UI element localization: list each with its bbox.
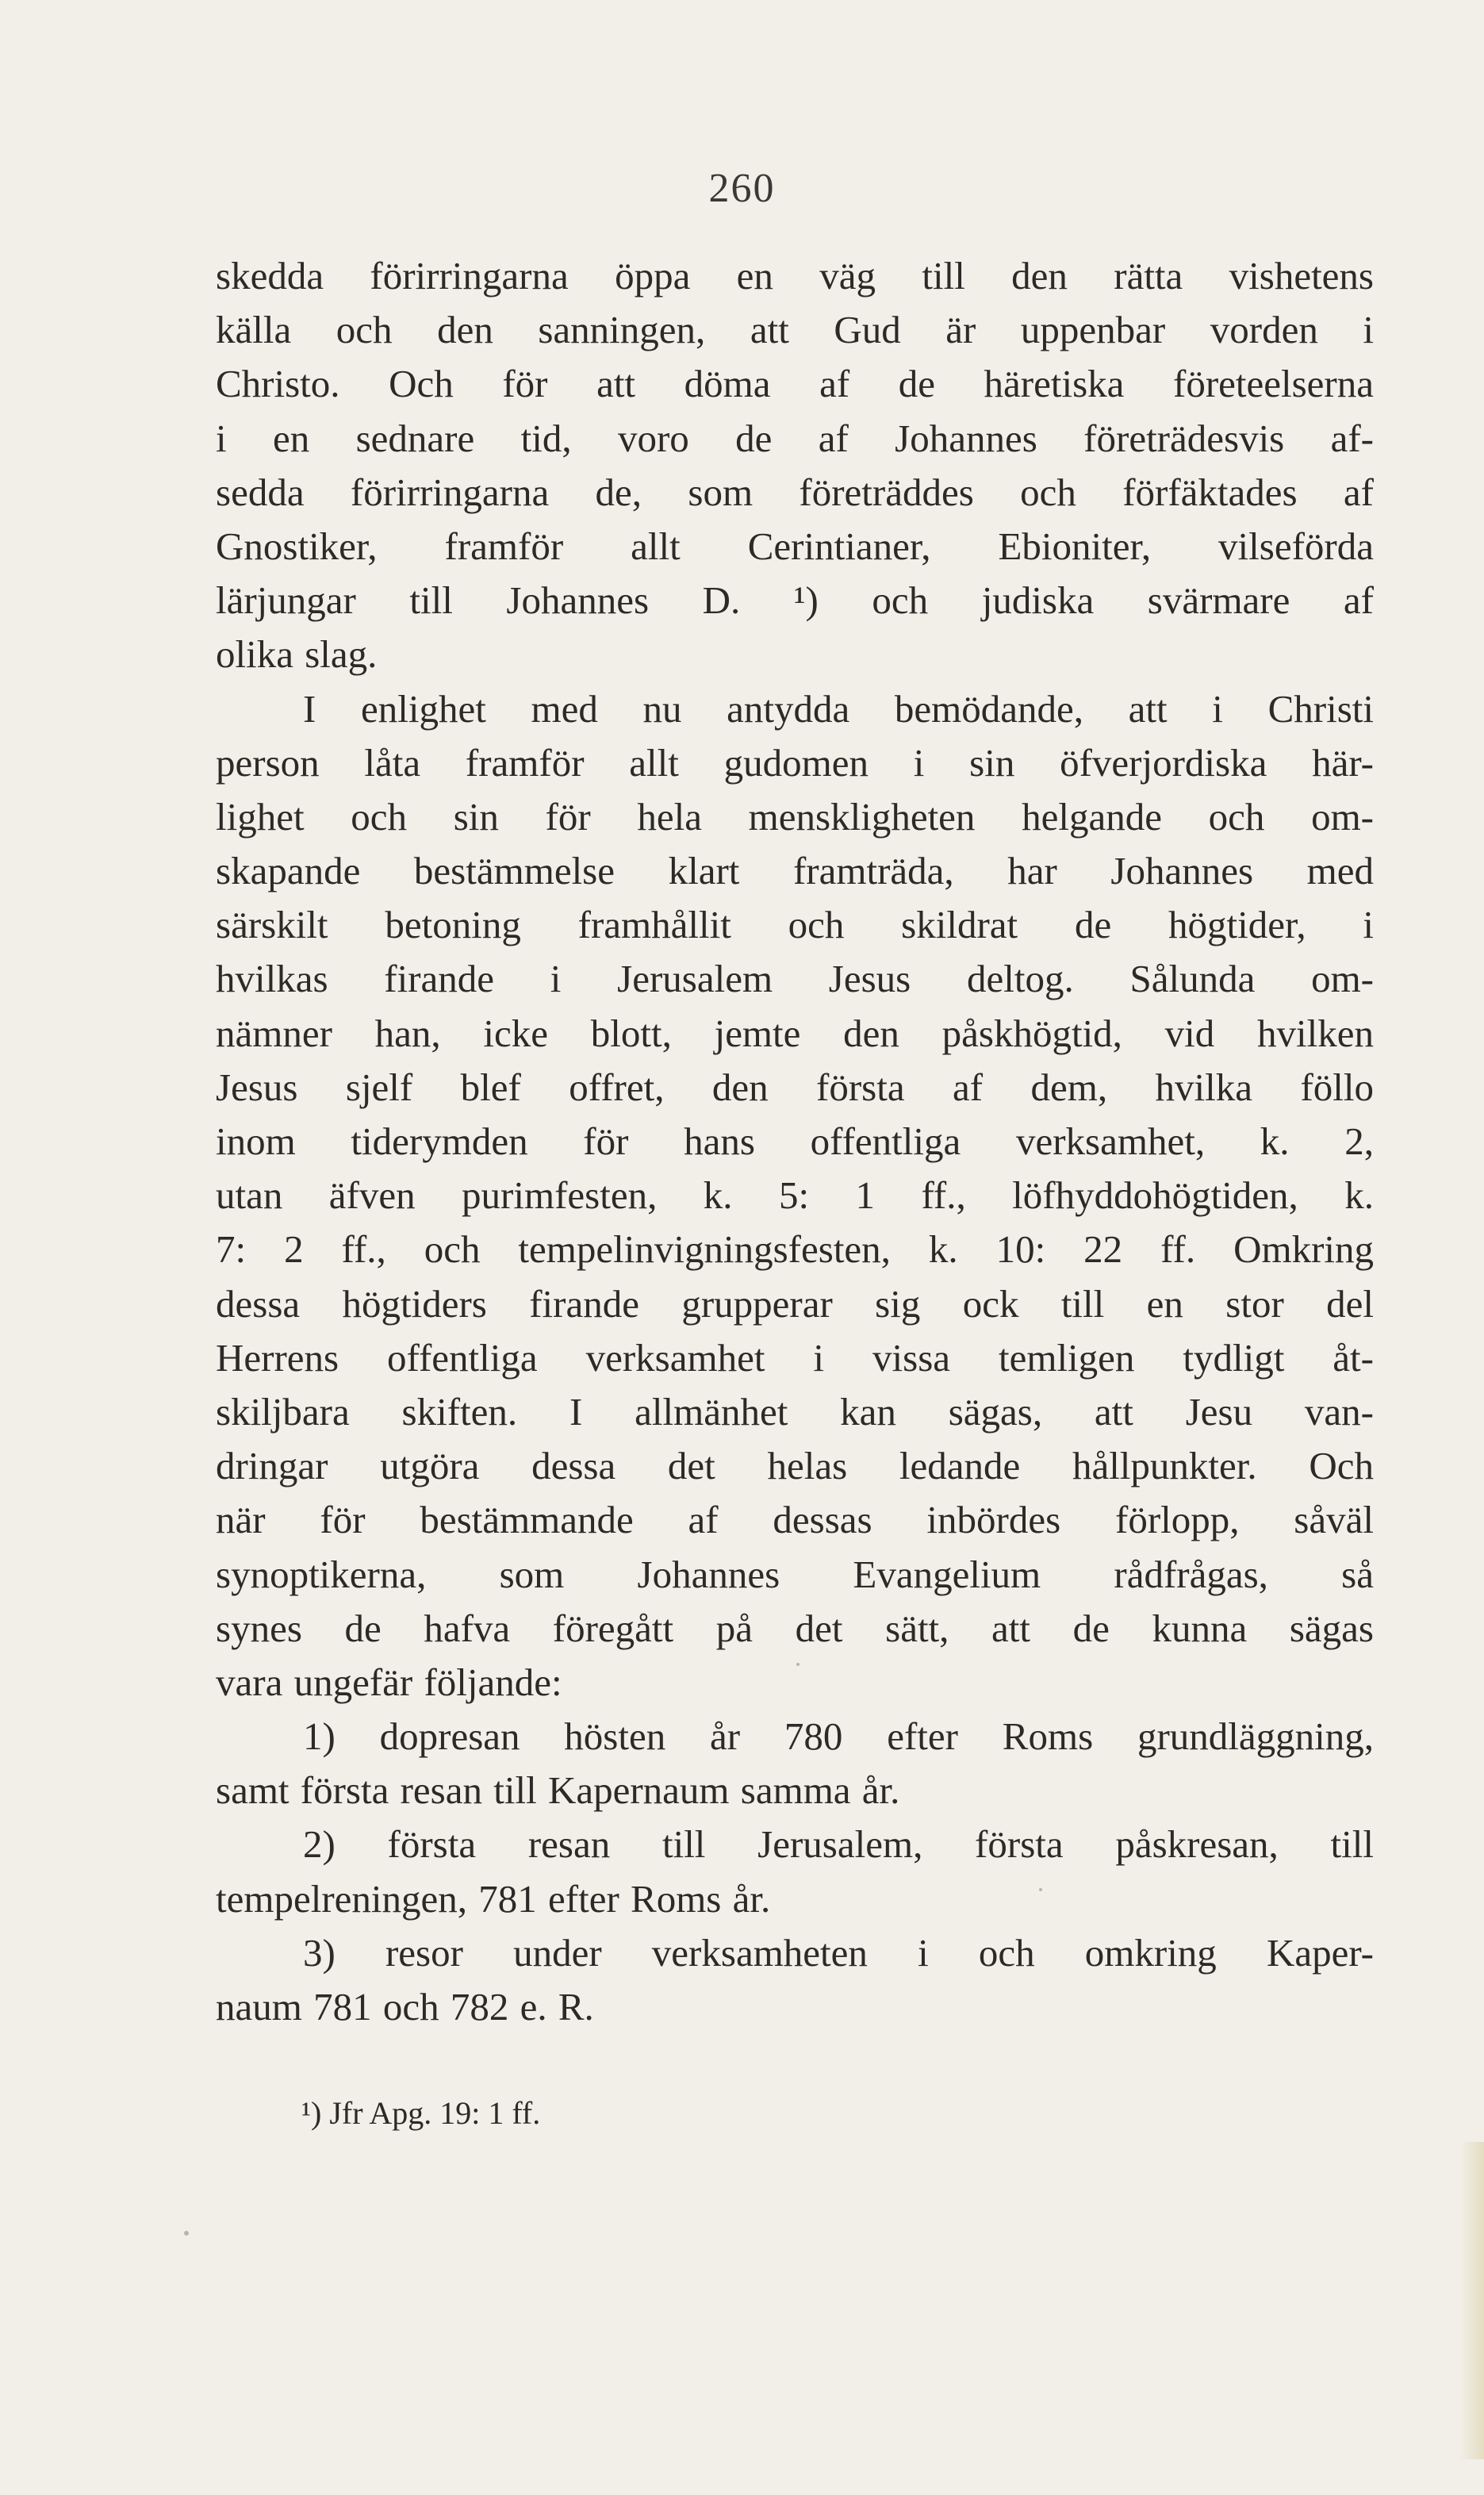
footnote: ¹) Jfr Apg. 19: 1 ff. <box>301 2095 541 2131</box>
text-line: Christo. Och för att döma af de häretiska företeelserna <box>216 362 1374 406</box>
text-line: hvilkas firande i Jerusalem Jesus deltog. Sålunda om- <box>216 957 1374 1001</box>
text-line: olika slag. <box>216 632 378 677</box>
text-line: nämner han, icke blott, jemte den påskhögtid, vid hvilken <box>216 1011 1374 1055</box>
text-line: synes de hafva föregått på det sätt, att de kunna sägas <box>216 1606 1374 1650</box>
text-line: skiljbara skiften. I allmänhet kan sägas, att Jesu van- <box>216 1389 1374 1434</box>
text-line: synoptikerna, som Johannes Evangelium rådfrågas, så <box>216 1552 1374 1596</box>
text-line: när för bestämmande af dessas inbördes förlopp, såväl <box>216 1498 1374 1542</box>
text-line: samt första resan till Kapernaum samma år. <box>216 1768 900 1813</box>
text-line: I enlighet med nu antydda bemödande, att i Christi <box>303 686 1374 731</box>
text-line: utan äfven purimfesten, k. 5: 1 ff., löfhyddohögtiden, k. <box>216 1173 1374 1218</box>
text-line: Herrens offentliga verksamhet i vissa temligen tydligt åt- <box>216 1335 1374 1380</box>
text-line: särskilt betoning framhållit och skildrat de högtider, i <box>216 903 1374 947</box>
text-line: sedda förirringarna de, som företräddes och förfäktades af <box>216 470 1374 514</box>
text-line: skedda förirringarna öppa en väg till den rätta vishetens <box>216 254 1374 297</box>
body-text <box>216 249 1374 2034</box>
page-edge-stain <box>1460 2142 1484 2459</box>
text-line: skapande bestämmelse klart framträda, har Johannes med <box>216 849 1374 893</box>
page-number: 260 <box>708 166 776 211</box>
text-line: Gnostiker, framför allt Cerintianer, Ebioniter, vilseförda <box>216 524 1374 568</box>
text-line: naum 781 och 782 e. R. <box>216 1985 594 2029</box>
text-line: dessa högtiders firande grupperar sig ock till en stor del <box>216 1281 1374 1326</box>
paper-speck <box>184 2231 189 2236</box>
text-line: inom tiderymden för hans offentliga verksamhet, k. 2, <box>216 1119 1374 1163</box>
text-line: 7: 2 ff., och tempelinvigningsfesten, k. 10: 22 ff. Omkring <box>216 1227 1374 1272</box>
list-item: 3) resor under verksamheten i och omkring Kaper- <box>303 1930 1374 1975</box>
list-item: 2) första resan till Jerusalem, första påskresan, till <box>303 1822 1374 1867</box>
text-line: lighet och sin för hela menskligheten helgande och om- <box>216 794 1374 839</box>
text-line: källa och den sanningen, att Gud är uppenbar vorden i <box>216 308 1374 352</box>
text-line: person låta framför allt gudomen i sin öfverjordiska här- <box>216 740 1374 785</box>
list-item: 1) dopresan hösten år 780 efter Roms grundläggning, <box>303 1714 1374 1759</box>
paper-speck <box>796 1663 800 1666</box>
text-line: tempelreningen, 781 efter Roms år. <box>216 1876 771 1921</box>
paper-speck <box>1039 1888 1042 1891</box>
text-line: Jesus sjelf blef offret, den första af dem, hvilka föllo <box>216 1065 1374 1109</box>
text-line: vara ungefär följande: <box>216 1660 562 1704</box>
text-line: dringar utgöra dessa det helas ledande hållpunkter. Och <box>216 1444 1374 1488</box>
text-line: i en sednare tid, voro de af Johannes företrädesvis af- <box>216 416 1374 460</box>
text-line: lärjungar till Johannes D. ¹) och judiska svärmare af <box>216 578 1374 623</box>
